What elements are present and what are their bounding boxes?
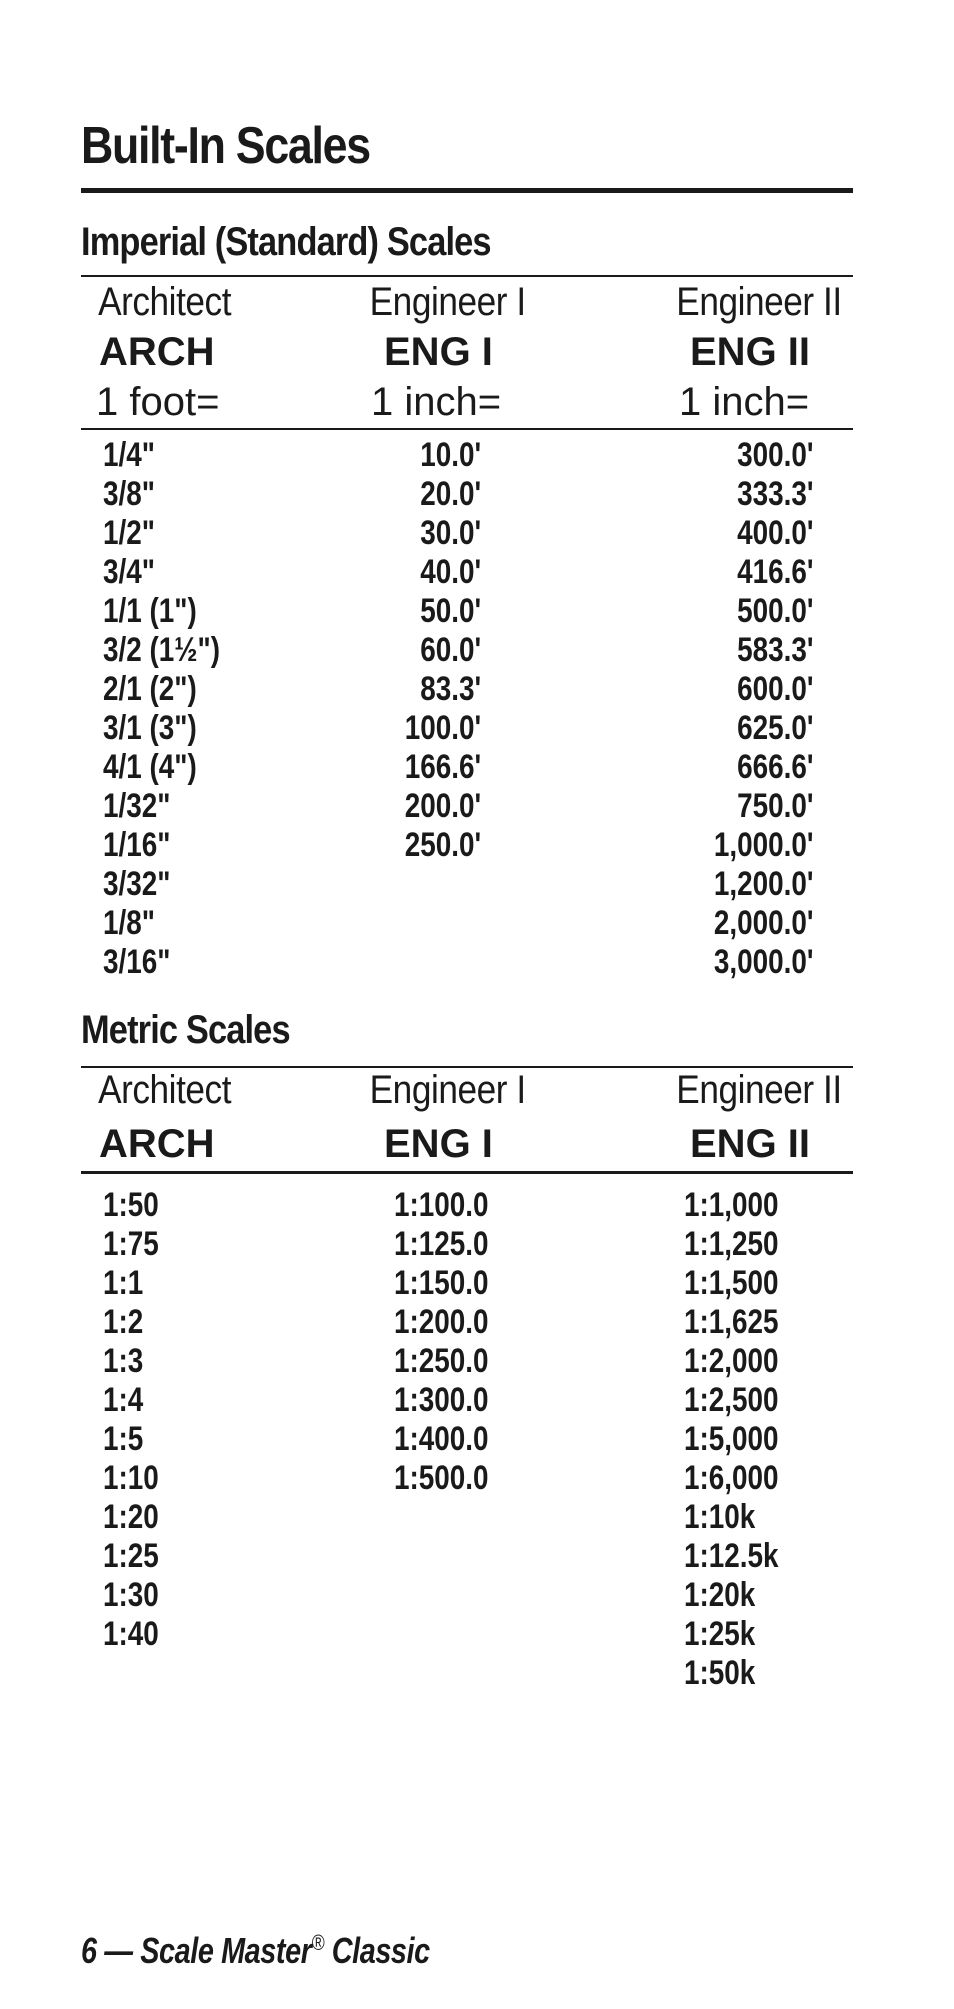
metric-engineer2-value: 1:12.5k	[684, 1537, 779, 1575]
imperial-architect-value: 1/32"	[103, 787, 171, 825]
imperial-engineer1-value: 250.0'	[404, 826, 481, 864]
metric-engineer2-list	[684, 1186, 779, 1693]
registered-mark: ®	[311, 1930, 325, 1955]
imperial-engineer1-name: Engineer I	[369, 280, 526, 324]
imperial-architect-value: 3/8"	[103, 475, 155, 513]
metric-header-bottom-rule	[81, 1171, 853, 1174]
metric-engineer1-value: 1:200.0	[394, 1303, 489, 1341]
metric-architect-value: 1:4	[103, 1381, 144, 1419]
title-divider	[81, 188, 853, 193]
metric-engineer1-value: 1:150.0	[394, 1264, 489, 1302]
imperial-architect-value: 1/16"	[103, 826, 171, 864]
imperial-engineer2-value: 500.0'	[737, 592, 814, 630]
imperial-engineer2-value: 1,000.0'	[714, 826, 814, 864]
imperial-header-top-rule	[81, 275, 853, 277]
metric-engineer2-value: 1:1,250	[684, 1225, 779, 1263]
imperial-engineer2-value: 2,000.0'	[714, 904, 814, 942]
imperial-engineer2-value: 333.3'	[737, 475, 814, 513]
footer-prefix: 6 — Scale Master	[81, 1930, 312, 1971]
metric-engineer1-value: 1:400.0	[394, 1420, 489, 1458]
metric-architect-value: 1:25	[103, 1537, 159, 1575]
metric-engineer2-value: 1:1,000	[684, 1186, 779, 1224]
imperial-engineer1-value: 30.0'	[420, 514, 481, 552]
imperial-engineer2-list	[714, 436, 814, 982]
metric-architect-value: 1:30	[103, 1576, 159, 1614]
metric-engineer1-abbr: ENG I	[384, 1122, 493, 1166]
imperial-engineer2-value: 600.0'	[737, 670, 814, 708]
metric-engineer1-value: 1:250.0	[394, 1342, 489, 1380]
imperial-engineer1-list	[405, 436, 481, 865]
imperial-architect-name: Architect	[98, 280, 232, 324]
imperial-architect-value: 3/16"	[103, 943, 171, 981]
imperial-engineer2-name: Engineer II	[676, 280, 842, 324]
imperial-engineer1-unit: 1 inch=	[371, 380, 502, 424]
metric-architect-value: 1:20	[103, 1498, 159, 1536]
metric-architect-abbr: ARCH	[99, 1122, 215, 1166]
metric-engineer2-value: 1:20k	[684, 1576, 756, 1614]
imperial-architect-value: 3/4"	[103, 553, 155, 591]
metric-architect-list	[103, 1186, 159, 1654]
imperial-architect-value: 3/1 (3")	[103, 709, 197, 747]
metric-architect-value: 1:3	[103, 1342, 144, 1380]
imperial-engineer1-value: 20.0'	[420, 475, 481, 513]
imperial-architect-value: 4/1 (4")	[103, 748, 197, 786]
metric-section-title: Metric Scales	[81, 1008, 290, 1052]
metric-architect-name: Architect	[98, 1068, 232, 1112]
imperial-engineer2-value: 1,200.0'	[714, 865, 814, 903]
metric-engineer2-abbr: ENG II	[690, 1122, 811, 1166]
metric-architect-value: 1:50	[103, 1186, 159, 1224]
metric-engineer1-value: 1:125.0	[394, 1225, 489, 1263]
metric-engineer1-value: 1:500.0	[394, 1459, 489, 1497]
imperial-architect-abbr: ARCH	[99, 330, 215, 374]
page-footer	[81, 1930, 430, 1972]
imperial-engineer1-value: 60.0'	[420, 631, 481, 669]
metric-engineer2-value: 1:6,000	[684, 1459, 779, 1497]
imperial-architect-value: 1/8"	[103, 904, 155, 942]
imperial-engineer2-value: 400.0'	[737, 514, 814, 552]
metric-engineer2-value: 1:1,500	[684, 1264, 779, 1302]
metric-engineer2-value: 1:5,000	[684, 1420, 779, 1458]
imperial-architect-value: 1/2"	[103, 514, 155, 552]
imperial-architect-list	[103, 436, 220, 982]
metric-engineer2-value: 1:10k	[684, 1498, 756, 1536]
metric-architect-value: 1:75	[103, 1225, 159, 1263]
imperial-section-title: Imperial (Standard) Scales	[81, 220, 491, 264]
metric-architect-value: 1:2	[103, 1303, 144, 1341]
footer-suffix: Classic	[324, 1930, 430, 1971]
metric-engineer1-name: Engineer I	[369, 1068, 526, 1112]
imperial-engineer2-value: 416.6'	[737, 553, 814, 591]
imperial-engineer1-value: 50.0'	[420, 592, 481, 630]
metric-architect-value: 1:5	[103, 1420, 144, 1458]
imperial-engineer2-value: 666.6'	[737, 748, 814, 786]
imperial-header-bottom-rule	[81, 428, 853, 430]
imperial-engineer2-unit: 1 inch=	[679, 380, 810, 424]
imperial-engineer1-value: 100.0'	[404, 709, 481, 747]
imperial-architect-value: 1/1 (1")	[103, 592, 197, 630]
imperial-engineer2-value: 625.0'	[737, 709, 814, 747]
imperial-engineer2-abbr: ENG II	[690, 330, 811, 374]
metric-engineer2-value: 1:1,625	[684, 1303, 779, 1341]
metric-engineer1-value: 1:100.0	[394, 1186, 489, 1224]
imperial-architect-value: 2/1 (2")	[103, 670, 197, 708]
imperial-engineer1-value: 166.6'	[404, 748, 481, 786]
imperial-architect-unit: 1 foot=	[96, 380, 220, 424]
imperial-architect-value: 3/2 (1½")	[103, 631, 221, 669]
metric-engineer1-list	[394, 1186, 489, 1498]
metric-engineer2-name: Engineer II	[676, 1068, 842, 1112]
imperial-engineer1-value: 40.0'	[420, 553, 481, 591]
metric-engineer1-value: 1:300.0	[394, 1381, 489, 1419]
imperial-engineer2-value: 750.0'	[737, 787, 814, 825]
page-title: Built-In Scales	[81, 117, 370, 175]
metric-architect-value: 1:10	[103, 1459, 159, 1497]
imperial-architect-value: 1/4"	[103, 436, 155, 474]
metric-engineer2-value: 1:2,500	[684, 1381, 779, 1419]
metric-engineer2-value: 1:2,000	[684, 1342, 779, 1380]
imperial-engineer2-value: 300.0'	[737, 436, 814, 474]
imperial-engineer1-value: 10.0'	[420, 436, 481, 474]
metric-engineer2-value: 1:50k	[684, 1654, 756, 1692]
imperial-engineer1-abbr: ENG I	[384, 330, 493, 374]
metric-engineer2-value: 1:25k	[684, 1615, 756, 1653]
metric-architect-value: 1:1	[103, 1264, 144, 1302]
imperial-engineer2-value: 583.3'	[737, 631, 814, 669]
imperial-engineer1-value: 83.3'	[420, 670, 481, 708]
imperial-architect-value: 3/32"	[103, 865, 171, 903]
imperial-engineer1-value: 200.0'	[404, 787, 481, 825]
metric-architect-value: 1:40	[103, 1615, 159, 1653]
imperial-engineer2-value: 3,000.0'	[714, 943, 814, 981]
